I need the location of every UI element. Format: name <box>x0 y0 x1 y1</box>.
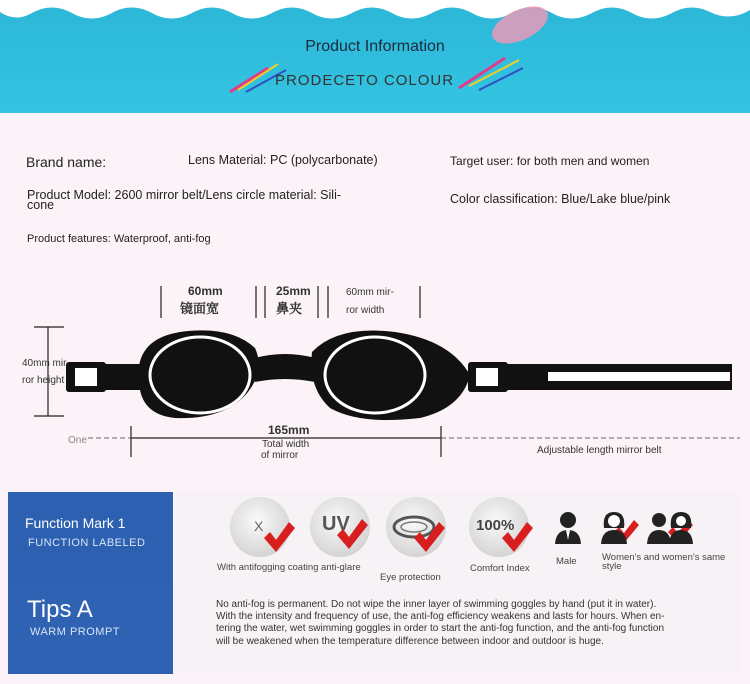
tips-panel <box>8 584 173 674</box>
tips-line-3: tering the water, wet swimming goggles in order to start the anti-fog function, and the anti-fog function <box>216 623 665 635</box>
anti-fog-glyph: X <box>254 518 264 534</box>
check-icon-1 <box>264 522 295 552</box>
mirror-height-label-1: 40mm mir <box>22 358 67 369</box>
function-mark-title: Function Mark 1 <box>25 515 126 531</box>
uv-glyph: UV <box>322 513 350 535</box>
comfort-index-label: Comfort Index <box>470 563 530 574</box>
color-classification: Color classification: Blue/Lake blue/pink <box>450 192 671 206</box>
eye-protection-label: Eye protection <box>380 572 441 583</box>
page-subtitle: PRODECETO COLOUR <box>275 72 455 89</box>
male-icon <box>553 510 583 544</box>
tips-line-2: With the intensity and frequency of use, the anti-fog efficiency weakens and lasts for hours. When en- <box>216 611 665 623</box>
tips-text <box>216 599 736 648</box>
tips-subtitle: WARM PROMPT <box>30 626 121 638</box>
couple-icon <box>645 510 695 544</box>
brand-name: Brand name: <box>26 154 107 170</box>
women-label-2: style <box>602 561 622 572</box>
check-icon-4 <box>502 522 533 552</box>
women-label-1: Women's and women's same <box>602 552 726 563</box>
product-model-line2: cone <box>27 198 55 212</box>
one-label: One <box>68 435 87 446</box>
lens-width-cn: 镜面宽 <box>180 301 220 316</box>
anti-fog-label: With antifogging coating anti-glare <box>217 562 361 573</box>
nose-bridge-cn: 鼻夹 <box>276 301 303 316</box>
mirror-height-label-2: ror height <box>22 375 65 386</box>
product-features: Product features: Waterproof, anti-fog <box>27 233 211 245</box>
tips-title: Tips A <box>27 596 93 623</box>
adjustable-belt-label: Adjustable length mirror belt <box>537 445 662 456</box>
mirror-width-label-1: 60mm mir- <box>346 287 394 298</box>
check-icon-2 <box>337 519 368 549</box>
female-icon <box>599 510 629 544</box>
lens-material: Lens Material: PC (polycarbonate) <box>188 153 378 167</box>
mirror-width-label-2: ror width <box>346 305 385 316</box>
tips-line-4: will be weakened when the temperature difference between indoor and outdoor is huge. <box>216 635 604 647</box>
function-mark-subtitle: FUNCTION LABELED <box>28 537 146 549</box>
male-label: Male <box>556 556 577 567</box>
tips-line-1: No anti-fog is permanent. Do not wipe the inner layer of swimming goggles by hand (put it in water). <box>216 599 657 610</box>
total-width-label-2: of mirror <box>261 450 299 461</box>
target-user: Target user: for both men and women <box>450 154 650 168</box>
total-width-value: 165mm <box>268 423 310 437</box>
total-width-label-1: Total width <box>262 439 310 450</box>
product-model-line1: Product Model: 2600 mirror belt/Lens circle material: Sili- <box>27 188 342 202</box>
page-title: Product Information <box>305 38 445 55</box>
lens-width-value: 60mm <box>188 284 223 298</box>
comfort-glyph: 100% <box>476 517 515 534</box>
nose-bridge-value: 25mm <box>276 284 311 298</box>
check-icon-3 <box>414 522 445 552</box>
